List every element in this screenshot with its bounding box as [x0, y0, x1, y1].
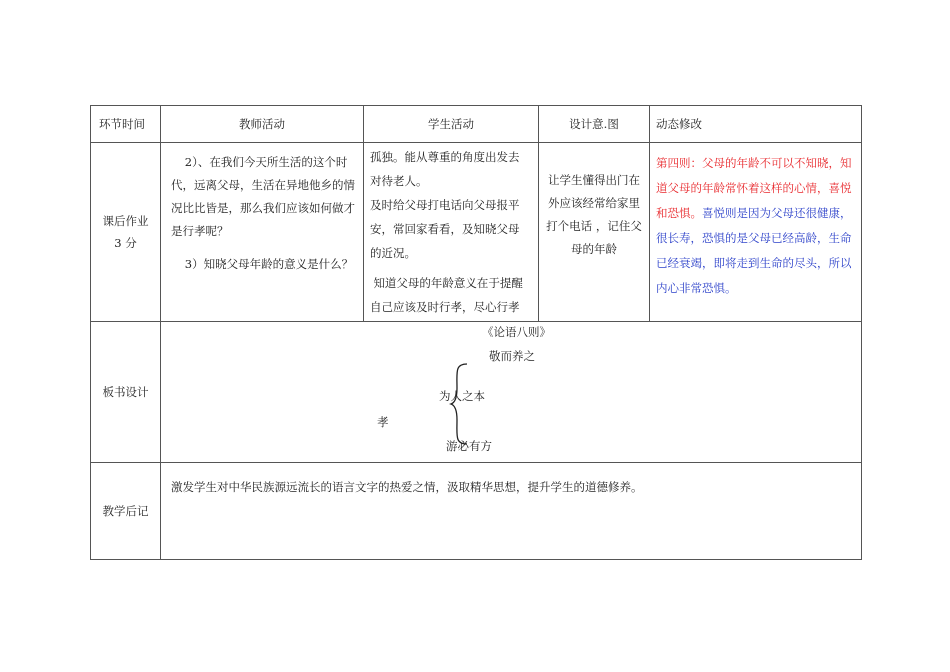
homework-duration: 3 分 [114, 236, 137, 250]
curly-brace-icon [449, 362, 469, 446]
teaching-notes-row [91, 463, 862, 560]
board-label: 板书设计 [91, 322, 161, 463]
dynamic-text-blue: 喜悦则是因为父母还很健康，很长寿，恐惧的是父母已经高龄，生命已经衰竭，即将走到生命的尽头，所以内心非常恐惧。 [656, 206, 852, 295]
header-dynamic: 动态修改 [650, 106, 862, 143]
header-design: 设计意.图 [539, 106, 650, 143]
teacher-question-2: 2）、在我们今天所生活的这个时代，远离父母，生活在异地他乡的情况比比皆是，那么我们应该如何做才是行孝呢？ [171, 155, 355, 238]
board-item-middle: 为人之本 [439, 389, 485, 403]
homework-label: 课后作业 [102, 214, 149, 228]
board-title: 《论语八则》 [482, 325, 551, 339]
homework-row [91, 143, 862, 322]
teacher-question-3: 3）知晓父母年龄的意义是什么？ [184, 257, 354, 271]
lesson-plan-table [90, 105, 862, 560]
notes-text: 激发学生对中华民族源远流长的语言文字的热爱之情，汲取精华思想，提升学生的道德修养。 [171, 480, 643, 494]
homework-label-cell [91, 143, 161, 322]
student-activity-cell [364, 143, 539, 322]
notes-label: 教学后记 [91, 463, 161, 560]
dynamic-change-cell [650, 143, 862, 322]
notes-cell [161, 463, 862, 560]
header-student: 学生活动 [364, 106, 539, 143]
header-time: 环节时间 [91, 106, 161, 143]
board-design-row [91, 322, 862, 463]
board-item-bottom: 游必有方 [446, 439, 492, 453]
student-answer-1: 孤独。能从尊重的角度出发去对待老人。 [370, 150, 520, 188]
board-item-top: 敬而养之 [489, 349, 535, 363]
header-teacher: 教师活动 [161, 106, 364, 143]
design-intent-cell [539, 143, 650, 322]
board-root: 孝 [377, 415, 389, 429]
student-answer-3: 知道父母的年龄意义在于提醒自己应该及时行孝，尽心行孝 [370, 276, 523, 314]
teacher-activity-cell [161, 143, 364, 322]
table-header-row [91, 106, 862, 143]
dynamic-text-red: 第四则：父母的年龄不可以不知晓，知道父母的年龄常怀着这样的心情，喜悦和恐惧。 [656, 156, 852, 220]
student-answer-2: 及时给父母打电话向父母报平安，常回家看看，及知晓父母的近况。 [370, 198, 520, 260]
board-design-cell [161, 322, 862, 463]
design-intent-text: 让学生懂得出门在外应该经常给家里打个电话 ，记住父母的年龄 [546, 173, 642, 256]
